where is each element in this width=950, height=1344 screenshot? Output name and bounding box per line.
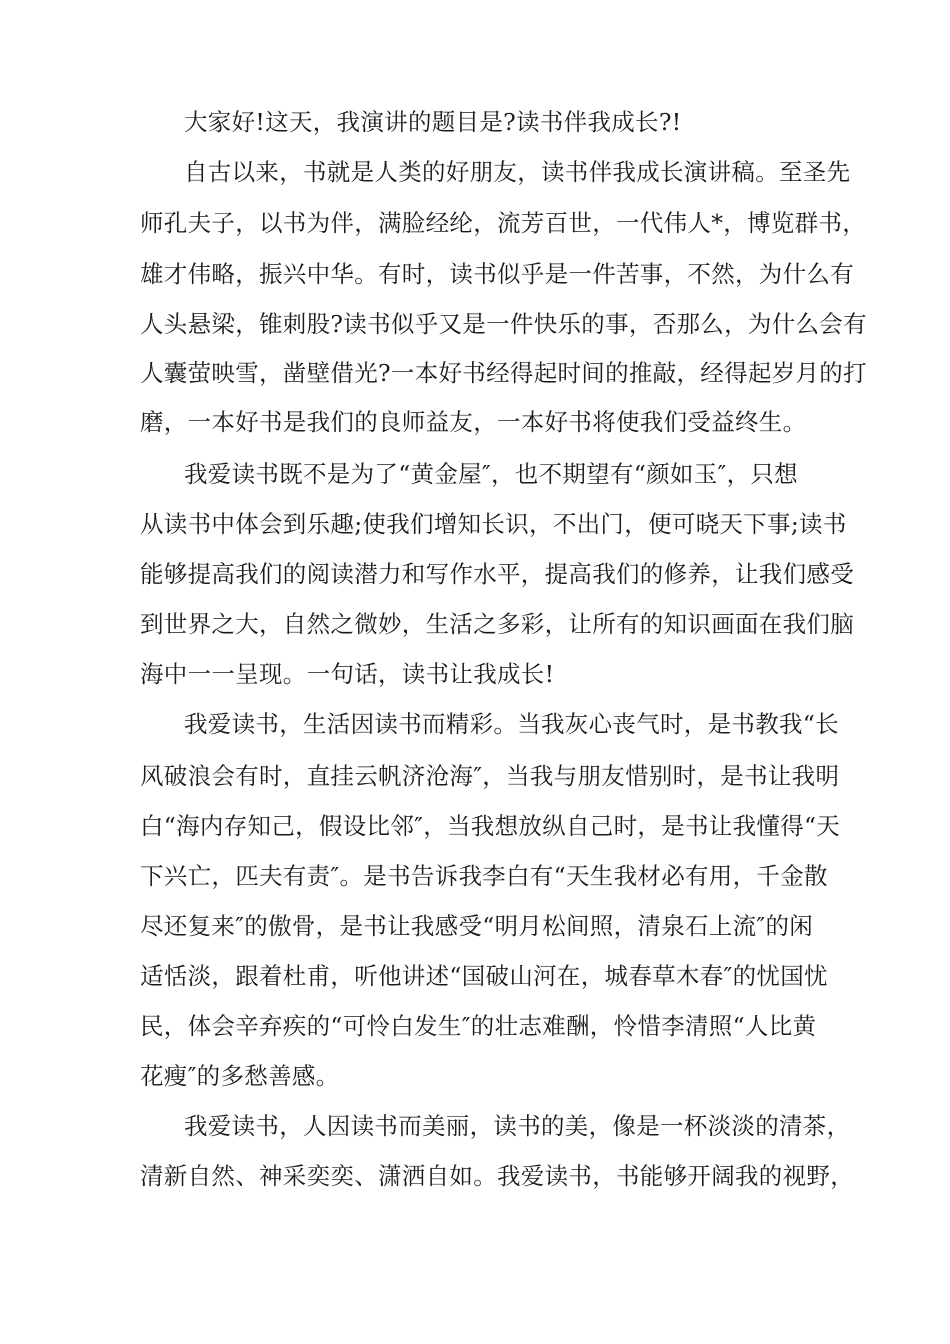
paragraph-2-line-3: 雄才伟略，振兴中华。有时，读书似乎是一件苦事，不然，为什么有 — [140, 260, 854, 288]
paragraph-4-line-5: 尽还复来″的傲骨，是书让我感受“明月松间照，清泉石上流″的闲 — [140, 912, 814, 940]
paragraph-5-line-1: 我爱读书，人因读书而美丽，读书的美，像是一杯淡淡的清茶， — [184, 1112, 851, 1140]
paragraph-2-line-1: 自古以来，书就是人类的好朋友，读书伴我成长演讲稿。至圣先 — [184, 158, 851, 186]
paragraph-3-line-4: 到世界之大，自然之微妙，生活之多彩，让所有的知识画面在我们脑 — [140, 610, 854, 638]
paragraph-3-line-2: 从读书中体会到乐趣;使我们增知长识，不出门，便可晓天下事;读书 — [140, 510, 847, 538]
paragraph-4-line-3: 白“海内存知己，假设比邻″，当我想放纵自己时，是书让我懂得“天 — [140, 812, 841, 840]
paragraph-3-line-3: 能够提高我们的阅读潜力和写作水平，提高我们的修养，让我们感受 — [140, 560, 854, 588]
paragraph-2-line-4: 人头悬梁，锥刺股?读书似乎又是一件快乐的事，否那么，为什么会有 — [140, 310, 867, 338]
paragraph-4-line-1: 我爱读书，生活因读书而精彩。当我灰心丧气时，是书教我“长 — [184, 710, 839, 738]
paragraph-5-line-2: 清新自然、神采奕奕、潇洒自如。我爱读书，书能够开阔我的视野， — [140, 1162, 854, 1190]
paragraph-4-line-6: 适恬淡，跟着杜甫，听他讲述“国破山河在，城春草木春″的忧国忧 — [140, 962, 828, 990]
paragraph-2-line-6: 磨，一本好书是我们的良师益友，一本好书将使我们受益终生。 — [140, 408, 807, 436]
paragraph-4-line-8: 花瘦″的多愁善感。 — [140, 1062, 340, 1090]
paragraph-3-line-5: 海中一一呈现。一句话，读书让我成长! — [140, 660, 555, 688]
paragraph-4-line-2: 风破浪会有时，直挂云帆济沧海″，当我与朋友惜别时，是书让我明 — [140, 762, 840, 790]
paragraph-4-line-4: 下兴亡，匹夫有责″。是书告诉我李白有“天生我材必有用，千金散 — [140, 862, 828, 890]
paragraph-2-line-5: 人囊萤映雪，凿壁借光?一本好书经得起时间的推敲，经得起岁月的打 — [140, 359, 867, 387]
paragraph-2-line-2: 师孔夫子，以书为伴，满脸经纶，流芳百世，一代伟人*，博览群书， — [140, 209, 867, 237]
paragraph-3-line-1: 我爱读书既不是为了“黄金屋″，也不期望有“颜如玉″，只想 — [184, 460, 798, 488]
paragraph-4-line-7: 民，体会辛弃疾的“可怜白发生″的壮志难酬，怜惜李清照“人比黄 — [140, 1012, 817, 1040]
paragraph-1-line-1: 大家好!这天，我演讲的题目是?读书伴我成长?! — [184, 108, 682, 136]
